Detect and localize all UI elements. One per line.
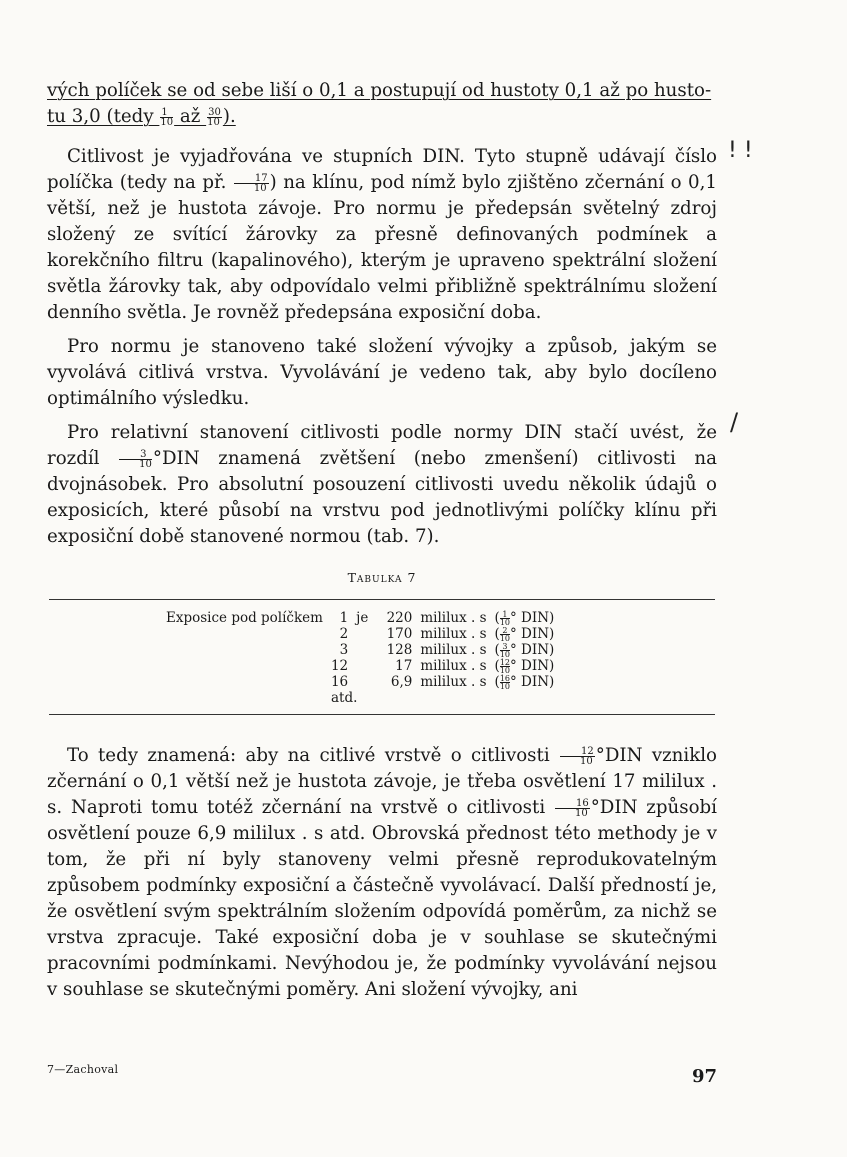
prefix [352, 642, 372, 658]
paragraph-1 [47, 144, 717, 326]
exposure-value: 6,9 [390, 674, 413, 690]
field-number: 16 [330, 674, 349, 690]
text-span: vých políček se od sebe liší o 0,1 a postupují od hustoty 0,1 až po husto- [47, 80, 712, 101]
fraction: $\frac{16}{10}$ [555, 799, 590, 818]
row-label [162, 626, 327, 642]
exposure-value: 128 [386, 642, 413, 658]
text-span: Pro relativní stanovení citlivosti podle normy DIN stačí uvést, že rozdíl [47, 422, 717, 469]
paragraph-2: Pro normu je stanoveno také složení vývojky a způsob, jakým se vyvolává citlivá vrstva. Vyvolávání je vedeno tak, aby bylo docíleno optimálního výsledku. [47, 336, 717, 409]
unit: mililux . s [420, 642, 487, 658]
field-number: 12 [330, 658, 349, 674]
exposure-value: 170 [386, 626, 413, 642]
text-span: To tedy znamená: aby na citlivé vrstvě o citlivosti [67, 745, 559, 766]
prefix [352, 674, 372, 690]
text-span: tu 3,0 (tedy [47, 106, 160, 127]
prefix: je [356, 610, 369, 626]
din-value: ( $\frac{2}{10}$ ° DIN) [494, 626, 555, 643]
exposure-value: 17 [395, 658, 413, 674]
table-etc: atd. [330, 690, 358, 706]
table-row [162, 658, 558, 674]
text-span: °DIN vzniklo zčernání o 0,1 větší než je hustota závoje, je třeba osvětlení 17 mililux . s. Naproti tomu totéž zčernání na vrstvě o citlivosti [47, 745, 717, 818]
table-row [162, 690, 558, 706]
field-number: 3 [339, 642, 349, 658]
prefix [352, 658, 372, 674]
paragraph-4 [47, 743, 717, 1003]
unit: mililux . s [420, 674, 487, 690]
unit: mililux . s [420, 610, 487, 626]
row-label [162, 658, 327, 674]
row-label [162, 674, 327, 690]
row-label [162, 642, 327, 658]
din-value: ( $\frac{12}{10}$ ° DIN) [494, 658, 555, 675]
fraction: $\frac{3}{10}$ [119, 450, 152, 469]
fraction: $\frac{30}{10}$ [207, 106, 221, 128]
prefix [352, 626, 372, 642]
fraction: $\frac{1}{10}$ [160, 106, 174, 128]
unit: mililux . s [420, 626, 487, 642]
exposure-table [162, 610, 558, 706]
din-value: ( $\frac{1}{10}$ ° DIN) [494, 610, 555, 627]
table-row [162, 610, 558, 626]
din-value: ( $\frac{16}{10}$ ° DIN) [494, 674, 555, 691]
margin-note-exclamation: ! ! [728, 138, 753, 163]
text-span: °DIN znamená zvětšení (nebo zmenšení) citlivosti na dvojnásobek. Pro absolutní posouzení citlivosti uvedu několik údajů o exposicích, které působí na vrstvu pod jednotlivými políčky klínu při exposiční době stanovené normou (tab. 7). [47, 448, 717, 547]
printer-signature: 7—Zachoval [47, 1063, 119, 1076]
page-number: 97 [692, 1066, 718, 1087]
text-span: °DIN způsobí osvětlení pouze 6,9 mililux . s atd. Obrovská přednost této methody je v tom, že při ní byly stanoveny velmi přesně reprodukovatelným způsobem podmínky exposiční a částečně vyvolávací. Další předností je, že osvětlení svým spektrálním složením odpovídá poměrům, za nichž se vrstva zpracuje. Také exposiční doba je v souhlase se skutečnými pracovními podmínkami. Nevýhodou je, že podmínky vyvolávání nejsou v souhlase se skutečnými poměry. Ani složení vývojky, ani [47, 797, 717, 1000]
paragraph-3 [47, 420, 717, 550]
din-value: ( $\frac{3}{10}$ ° DIN) [494, 642, 555, 659]
exposure-value: 220 [386, 610, 413, 626]
text-span: až [174, 106, 207, 127]
field-number: 2 [339, 626, 349, 642]
fraction: $\frac{12}{10}$ [560, 747, 595, 766]
text-span: Citlivost je vyjadřována ve stupních DIN. Tyto stupně udávají číslo políčka (tedy na př. [47, 146, 717, 193]
table-caption: Tabulka 7 [347, 570, 417, 585]
unit: mililux . s [420, 658, 487, 674]
table-row [162, 674, 558, 690]
paragraph-0: vých políček se od sebe liší o 0,1 a postupují od hustoty 0,1 až po husto- tu 3,0 (tedy $\frac{1}{10}$ až $\frac{30}{10}$ ). [47, 80, 712, 128]
fraction: $\frac{17}{10}$ [234, 174, 269, 193]
table-row [162, 642, 558, 658]
table-top-rule [49, 599, 715, 600]
margin-note-slash: / [730, 408, 739, 436]
text-span: ) na klínu, pod nímž bylo zjištěno zčernání o 0,1 větší, než je hustota závoje. Pro normu je předepsán světelný zdroj složený ze svítící žárovky za přesně definovaných podmínek a korekčního filtru (kapalinového), kterým je upraveno spektrální složení světla žárovky tak, aby odpovídalo velmi přibližně spektrálnímu složení denního světla. Je rovněž předepsána exposiční doba. [47, 172, 717, 323]
field-number: 1 [339, 610, 349, 626]
row-label: Exposice pod políčkem [166, 610, 323, 626]
table-row [162, 626, 558, 642]
page-body [47, 78, 717, 1003]
